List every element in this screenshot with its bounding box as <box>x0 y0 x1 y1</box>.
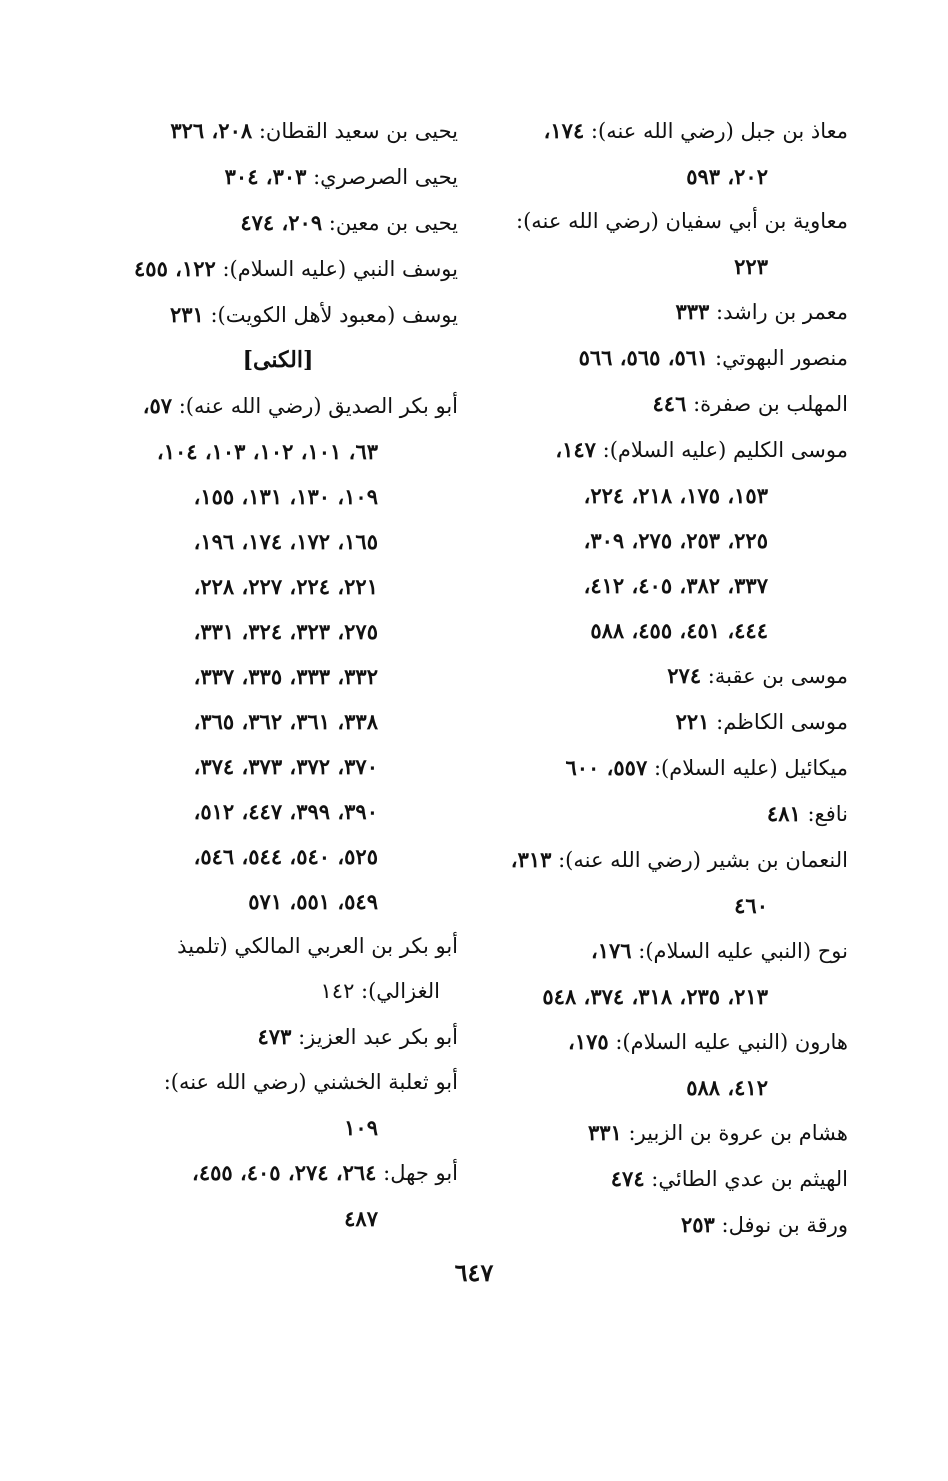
index-entry <box>98 200 458 246</box>
entry-name: أبو جهل: <box>383 1161 458 1185</box>
index-entry <box>98 924 458 969</box>
entry-continuation: ١٥٣، ١٧٥، ٢١٨، ٢٢٤، <box>583 483 768 508</box>
index-entry <box>488 1019 848 1065</box>
entry-page-refs: ٢٢١ <box>675 709 710 734</box>
index-entry <box>488 199 848 244</box>
index-entry <box>488 653 848 699</box>
index-entry <box>488 928 848 974</box>
entry-page-refs: ١٧٦، <box>590 938 632 963</box>
entry-continuation: ٢٢٥، ٢٥٣، ٢٧٥، ٣٠٩، <box>583 528 768 553</box>
entry-name: يحيى بن معين: <box>328 211 458 235</box>
entry-name: المهلب بن صفرة: <box>693 392 848 416</box>
entry-continuation: ٦٣، ١٠١، ١٠٢، ١٠٣، ١٠٤، <box>156 439 378 464</box>
entry-continuation: ٥٤٩، ٥٥١، ٥٧١ <box>248 889 378 914</box>
index-entry <box>488 1202 848 1248</box>
section-heading: [الكنى] <box>242 347 314 373</box>
entry-continuation: ٤٤٤، ٤٥١، ٤٥٥، ٥٨٨ <box>590 618 768 643</box>
entry-page-refs: ٤٧٣ <box>257 1024 292 1049</box>
left-column <box>98 108 458 1241</box>
entry-continuation: ١٠٩ <box>344 1115 378 1140</box>
entry-page-refs: ٢٦٤، ٢٧٤، ٤٠٥، ٤٥٥، <box>192 1160 377 1185</box>
entry-continuation: ٣٣٢، ٣٣٣، ٣٣٥، ٣٣٧، <box>193 664 378 689</box>
entry-page-refs: ٣٣٣ <box>675 299 710 324</box>
entry-name: أبو ثعلبة الخشني (رضي الله عنه): <box>163 1070 458 1094</box>
entry-page-refs: ٢٣١ <box>169 302 204 327</box>
entry-name: أبو بكر الصديق (رضي الله عنه): <box>178 394 458 418</box>
entry-page-refs: ٤٧٤ <box>610 1166 645 1191</box>
index-entry <box>488 381 848 427</box>
entry-name: هشام بن عروة بن الزبير: <box>628 1121 848 1145</box>
index-entry <box>488 745 848 791</box>
entry-name: نافع: <box>807 802 848 826</box>
entry-continuation: ٤٦٠ <box>734 893 768 918</box>
entry-name: موسى الكاظم: <box>716 710 848 734</box>
entry-name: نوح (النبي عليه السلام): <box>638 939 848 963</box>
index-entry <box>98 292 458 338</box>
entry-name: هارون (النبي عليه السلام): <box>615 1030 848 1054</box>
entry-name: يحيى الصرصري: <box>313 165 458 189</box>
index-entry <box>98 154 458 200</box>
entry-name: موسى الكليم (عليه السلام): <box>602 438 848 462</box>
entry-continuation: ٣٣٨، ٣٦١، ٣٦٢، ٣٦٥، <box>193 709 378 734</box>
entry-continuation: ٣٧٠، ٣٧٢، ٣٧٣، ٣٧٤، <box>193 754 378 779</box>
entry-page-refs: ٣٠٣، ٣٠٤ <box>224 164 307 189</box>
index-entry <box>98 1060 458 1105</box>
entry-page-refs: ٢٠٨، ٣٢٦ <box>170 118 253 143</box>
index-entry <box>488 837 848 883</box>
entry-page-refs: ٤٨١ <box>766 801 801 826</box>
entry-name: ميكائيل (عليه السلام): <box>653 756 848 780</box>
entry-page-refs: ١٧٥، <box>568 1029 609 1054</box>
entry-page-refs: ٥٦١، ٥٦٥، ٥٦٦ <box>578 345 709 370</box>
entry-continuation: ٢١٣، ٢٣٥، ٣١٨، ٣٧٤، ٥٤٨ <box>542 984 768 1009</box>
entry-page-refs: ١٤٧، <box>555 437 596 462</box>
entry-name: معمر بن راشد: <box>716 300 848 324</box>
entry-name: يوسف (معبود لأهل الكويت): <box>210 303 458 327</box>
index-entry <box>488 108 848 154</box>
index-entry <box>98 246 458 292</box>
entry-page-refs: ٢٥٣ <box>680 1212 715 1237</box>
entry-continuation: ١٠٩، ١٣٠، ١٣١، ١٥٥، <box>193 484 378 509</box>
entry-continuation: ١٦٥، ١٧٢، ١٧٤، ١٩٦، <box>193 529 378 554</box>
entry-name: موسى بن عقبة: <box>707 664 848 688</box>
entry-name: يحيى بن سعيد القطان: <box>258 119 458 143</box>
entry-page-refs: ١٧٤، <box>543 118 585 143</box>
entry-page-refs: ٤٤٦ <box>652 391 687 416</box>
entry-page-refs: ٥٧، <box>142 393 173 418</box>
entry-continuation: ٢٧٥، ٣٢٣، ٣٢٤، ٣٣١، <box>193 619 378 644</box>
index-entry <box>488 1110 848 1156</box>
index-entry <box>98 1150 458 1196</box>
entry-page-refs: ٥٥٧، ٦٠٠ <box>565 755 648 780</box>
entry-name: معاذ بن جبل (رضي الله عنه): <box>590 119 848 143</box>
entry-continuation: ٢٢٣ <box>734 254 768 279</box>
entry-continuation: ٢٠٢، ٥٩٣ <box>686 164 768 189</box>
index-entry <box>488 289 848 335</box>
entry-name: النعمان بن بشير (رضي الله عنه): <box>558 848 848 872</box>
entry-continuation: ٢٢١، ٢٢٤، ٢٢٧، ٢٢٨، <box>193 574 378 599</box>
entry-name: منصور البهوتي: <box>715 346 848 370</box>
page-number: ٦٤٧ <box>454 1258 494 1287</box>
entry-name: ورقة بن نوفل: <box>721 1213 848 1237</box>
index-entry <box>488 699 848 745</box>
entry-name: الهيثم بن عدي الطائي: <box>651 1167 848 1191</box>
entry-continuation: ٥٢٥، ٥٤٠، ٥٤٤، ٥٤٦، <box>193 844 378 869</box>
entry-name: يوسف النبي (عليه السلام): <box>222 257 458 281</box>
entry-name: أبو بكر عبد العزيز: <box>298 1025 458 1049</box>
entry-continuation: ٤٨٧ <box>344 1206 378 1231</box>
entry-continuation: الغزالي): ١٤٢ <box>320 979 440 1003</box>
index-entry <box>488 1156 848 1202</box>
entry-page-refs: ١٢٢، ٤٥٥ <box>134 256 216 281</box>
entry-name: أبو بكر بن العربي المالكي (تلميذ <box>177 934 458 958</box>
index-entry <box>98 1014 458 1060</box>
index-entry <box>488 427 848 473</box>
entry-page-refs: ٣٣١ <box>587 1120 622 1145</box>
right-column <box>488 108 848 1248</box>
entry-continuation: ٣٣٧، ٣٨٢، ٤٠٥، ٤١٢، <box>583 573 768 598</box>
index-entry <box>98 383 458 429</box>
index-entry <box>98 108 458 154</box>
entry-page-refs: ٢٠٩، ٤٧٤ <box>240 210 323 235</box>
index-entry <box>488 335 848 381</box>
index-entry <box>488 791 848 837</box>
entry-page-refs: ٢٧٤ <box>667 663 702 688</box>
entry-page-refs: ٣١٣، <box>510 847 552 872</box>
entry-continuation: ٣٩٠، ٣٩٩، ٤٤٧، ٥١٢، <box>193 799 378 824</box>
entry-continuation: ٤١٢، ٥٨٨ <box>686 1075 768 1100</box>
entry-name: معاوية بن أبي سفيان (رضي الله عنه): <box>516 209 848 233</box>
